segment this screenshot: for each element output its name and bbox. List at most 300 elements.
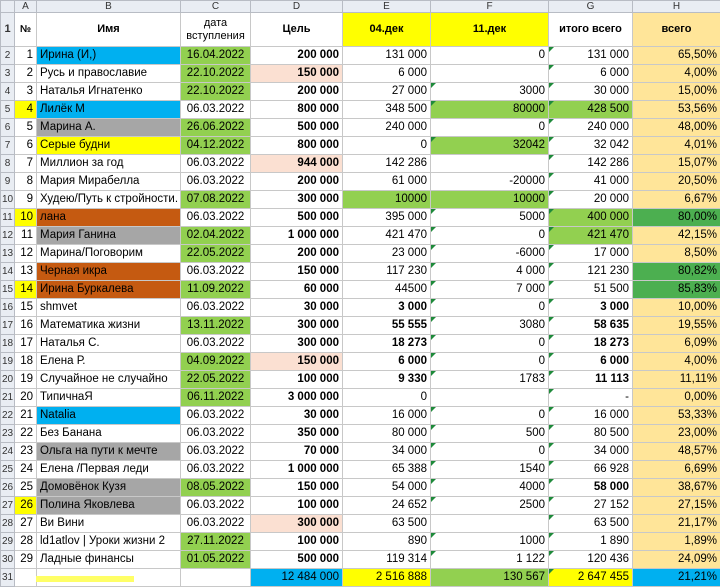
index-cell[interactable]: 26 [15,497,37,515]
table-row [1,551,720,569]
goal-cell[interactable]: 200 000 [251,245,343,263]
column-header-b[interactable]: B [37,1,181,13]
dec11-cell[interactable]: 1783 [431,371,549,389]
total-cell[interactable]: 121 230 [549,263,633,281]
row-number[interactable]: 4 [1,83,15,101]
goal-cell[interactable]: 800 000 [251,137,343,155]
date-cell[interactable]: 02.04.2022 [181,227,251,245]
dec11-cell[interactable]: 32042 [431,137,549,155]
dec11-cell[interactable]: 0 [431,299,549,317]
column-header-g[interactable]: G [549,1,633,13]
total-cell[interactable]: 142 286 [549,155,633,173]
header-join-date[interactable]: дата вступления [181,13,251,47]
dec4-cell[interactable]: 240 000 [343,119,431,137]
index-cell[interactable]: 2 [15,65,37,83]
table-row [1,173,720,191]
goal-cell[interactable]: 500 000 [251,209,343,227]
dec4-cell[interactable]: 117 230 [343,263,431,281]
row-number[interactable]: 23 [1,425,15,443]
goal-cell[interactable]: 150 000 [251,479,343,497]
row-number[interactable]: 8 [1,155,15,173]
row-number[interactable]: 14 [1,263,15,281]
row-number[interactable]: 31 [1,569,15,587]
row-number[interactable]: 12 [1,227,15,245]
index-cell[interactable]: 6 [15,137,37,155]
date-cell[interactable]: 01.05.2022 [181,551,251,569]
total-cell[interactable]: 11 113 [549,371,633,389]
dec4-cell[interactable]: 0 [343,389,431,407]
name-cell[interactable]: Елена /Первая леди [37,461,181,479]
goal-cell[interactable]: 30 000 [251,299,343,317]
dec4-cell[interactable]: 16 000 [343,407,431,425]
percent-cell[interactable]: 6,69% [633,461,720,479]
row-number[interactable]: 27 [1,497,15,515]
index-cell[interactable]: 17 [15,335,37,353]
row-number[interactable]: 30 [1,551,15,569]
dec4-cell[interactable]: 44500 [343,281,431,299]
index-cell[interactable]: 8 [15,173,37,191]
percent-cell[interactable]: 48,00% [633,119,720,137]
total-dec4[interactable]: 2 516 888 [343,569,431,587]
percent-cell[interactable]: 6,67% [633,191,720,209]
dec4-cell[interactable]: 6 000 [343,65,431,83]
dec4-cell[interactable]: 65 388 [343,461,431,479]
percent-cell[interactable]: 48,57% [633,443,720,461]
header-dec4[interactable]: 04.дек [343,13,431,47]
dec4-cell[interactable]: 395 000 [343,209,431,227]
index-cell[interactable]: 15 [15,299,37,317]
total-cell[interactable]: 20 000 [549,191,633,209]
dec4-cell[interactable]: 142 286 [343,155,431,173]
percent-cell[interactable]: 4,00% [633,353,720,371]
row-number[interactable]: 11 [1,209,15,227]
name-cell[interactable]: ТипичнаЯ [37,389,181,407]
row-number[interactable]: 2 [1,47,15,65]
dec4-cell[interactable]: 421 470 [343,227,431,245]
percent-cell[interactable]: 53,56% [633,101,720,119]
date-cell[interactable]: 06.03.2022 [181,407,251,425]
dec4-cell[interactable]: 3 000 [343,299,431,317]
goal-cell[interactable]: 800 000 [251,101,343,119]
dec4-cell[interactable]: 0 [343,137,431,155]
total-cell[interactable]: 18 273 [549,335,633,353]
name-cell[interactable]: shmvet [37,299,181,317]
dec11-cell[interactable]: 2500 [431,497,549,515]
percent-cell[interactable]: 4,00% [633,65,720,83]
dec11-cell[interactable]: 1000 [431,533,549,551]
date-cell[interactable]: 08.05.2022 [181,479,251,497]
row-number[interactable]: 13 [1,245,15,263]
percent-cell[interactable]: 42,15% [633,227,720,245]
dec4-cell[interactable]: 890 [343,533,431,551]
name-cell[interactable]: ld1atlov | Уроки жизни 2 [37,533,181,551]
goal-cell[interactable]: 500 000 [251,119,343,137]
total-cell[interactable]: 41 000 [549,173,633,191]
total-cell[interactable]: 51 500 [549,281,633,299]
name-cell[interactable]: Ви Вини [37,515,181,533]
name-cell[interactable]: Ладные финансы [37,551,181,569]
dec11-cell[interactable]: -6000 [431,245,549,263]
table-row [1,389,720,407]
table-row [1,65,720,83]
percent-cell[interactable]: 8,50% [633,245,720,263]
name-cell[interactable]: Математика жизни [37,317,181,335]
percent-cell[interactable]: 19,55% [633,317,720,335]
dec11-cell[interactable]: 4000 [431,479,549,497]
goal-cell[interactable]: 60 000 [251,281,343,299]
goal-cell[interactable]: 300 000 [251,515,343,533]
index-cell[interactable]: 24 [15,461,37,479]
date-cell[interactable]: 06.03.2022 [181,497,251,515]
dec4-cell[interactable]: 55 555 [343,317,431,335]
date-cell[interactable]: 06.03.2022 [181,209,251,227]
name-cell[interactable]: Ирина Буркалева [37,281,181,299]
row-number[interactable]: 25 [1,461,15,479]
goal-cell[interactable]: 500 000 [251,551,343,569]
total-cell[interactable]: 66 928 [549,461,633,479]
goal-cell[interactable]: 944 000 [251,155,343,173]
date-cell[interactable]: 04.12.2022 [181,137,251,155]
dec4-cell[interactable]: 9 330 [343,371,431,389]
dec4-cell[interactable]: 80 000 [343,425,431,443]
name-cell[interactable]: Полина Яковлева [37,497,181,515]
row-number[interactable]: 1 [1,13,15,47]
dec4-cell[interactable]: 34 000 [343,443,431,461]
date-cell[interactable]: 06.11.2022 [181,389,251,407]
total-cell[interactable]: 17 000 [549,245,633,263]
percent-cell[interactable]: 65,50% [633,47,720,65]
index-cell[interactable]: 7 [15,155,37,173]
goal-cell[interactable]: 200 000 [251,173,343,191]
dec4-cell[interactable]: 131 000 [343,47,431,65]
index-cell[interactable]: 19 [15,371,37,389]
column-header-c[interactable]: C [181,1,251,13]
dec11-cell[interactable]: 80000 [431,101,549,119]
total-cell[interactable]: 32 042 [549,137,633,155]
dec4-cell[interactable]: 61 000 [343,173,431,191]
name-cell[interactable]: Ирина (И,) [37,47,181,65]
index-cell[interactable]: 11 [15,227,37,245]
name-cell[interactable]: Без Банана [37,425,181,443]
total-cell[interactable]: 428 500 [549,101,633,119]
name-cell[interactable]: Домовёнок Кузя [37,479,181,497]
date-cell[interactable]: 27.11.2022 [181,533,251,551]
percent-cell[interactable]: 23,00% [633,425,720,443]
dec11-cell[interactable]: 3000 [431,83,549,101]
dec4-cell[interactable]: 54 000 [343,479,431,497]
total-cell[interactable]: 58 635 [549,317,633,335]
dec11-cell[interactable]: 0 [431,119,549,137]
row-number[interactable]: 3 [1,65,15,83]
dec11-cell[interactable]: 5000 [431,209,549,227]
header-number[interactable]: № [15,13,37,47]
date-cell[interactable]: 16.04.2022 [181,47,251,65]
goal-cell[interactable]: 200 000 [251,47,343,65]
dec4-cell[interactable]: 6 000 [343,353,431,371]
name-cell[interactable]: Худею/Путь к стройности. [37,191,181,209]
percent-cell[interactable]: 85,83% [633,281,720,299]
percent-cell[interactable]: 11,11% [633,371,720,389]
date-cell[interactable] [181,569,251,587]
goal-cell[interactable]: 100 000 [251,371,343,389]
index-cell[interactable]: 1 [15,47,37,65]
date-cell[interactable]: 06.03.2022 [181,425,251,443]
index-cell[interactable]: 4 [15,101,37,119]
row-number[interactable]: 18 [1,335,15,353]
name-cell[interactable]: Мария Ганина [37,227,181,245]
index-cell[interactable]: 14 [15,281,37,299]
dec11-cell[interactable]: 1540 [431,461,549,479]
total-cell[interactable]: 30 000 [549,83,633,101]
select-all-corner[interactable] [1,1,15,13]
date-cell[interactable]: 26.06.2022 [181,119,251,137]
index-cell[interactable]: 3 [15,83,37,101]
name-cell[interactable]: Марина А. [37,119,181,137]
index-cell[interactable]: 21 [15,407,37,425]
name-cell[interactable]: Natalia [37,407,181,425]
goal-cell[interactable]: 350 000 [251,425,343,443]
date-cell[interactable]: 22.05.2022 [181,371,251,389]
name-cell[interactable]: Черная икра [37,263,181,281]
header-dec11[interactable]: 11.дек [431,13,549,47]
dec11-cell[interactable]: 500 [431,425,549,443]
percent-cell[interactable]: 15,00% [633,83,720,101]
column-header-e[interactable]: E [343,1,431,13]
table-row [1,83,720,101]
date-cell[interactable]: 06.03.2022 [181,443,251,461]
total-cell[interactable]: 120 436 [549,551,633,569]
table-row [1,443,720,461]
dec11-cell[interactable]: 0 [431,47,549,65]
goal-cell[interactable]: 300 000 [251,317,343,335]
dec11-cell[interactable]: 3080 [431,317,549,335]
table-row [1,407,720,425]
date-cell[interactable]: 06.03.2022 [181,299,251,317]
percent-cell[interactable]: 21,17% [633,515,720,533]
dec11-cell[interactable]: 0 [431,353,549,371]
name-cell[interactable]: Серые будни [37,137,181,155]
index-cell[interactable]: 13 [15,263,37,281]
row-number[interactable]: 21 [1,389,15,407]
percent-cell[interactable]: 24,09% [633,551,720,569]
percent-cell[interactable]: 38,67% [633,479,720,497]
column-header-d[interactable]: D [251,1,343,13]
dec4-cell[interactable]: 10000 [343,191,431,209]
index-cell[interactable]: 25 [15,479,37,497]
table-row [1,47,720,65]
header-goal[interactable]: Цель [251,13,343,47]
date-cell[interactable]: 06.03.2022 [181,155,251,173]
row-number[interactable]: 7 [1,137,15,155]
percent-cell[interactable]: 6,09% [633,335,720,353]
total-cell[interactable]: 58 000 [549,479,633,497]
index-cell[interactable]: 27 [15,515,37,533]
total-goal[interactable]: 12 484 000 [251,569,343,587]
name-cell[interactable]: Марина/Поговорим [37,245,181,263]
percent-cell[interactable]: 27,15% [633,497,720,515]
goal-cell[interactable]: 3 000 000 [251,389,343,407]
row-number[interactable]: 26 [1,479,15,497]
total-cell[interactable]: 80 500 [549,425,633,443]
dec11-cell[interactable]: 1 122 [431,551,549,569]
date-cell[interactable]: 13.11.2022 [181,317,251,335]
total-cell[interactable]: - [549,389,633,407]
index-cell[interactable]: 18 [15,353,37,371]
index-cell[interactable]: 9 [15,191,37,209]
row-number[interactable]: 29 [1,533,15,551]
row-number[interactable]: 10 [1,191,15,209]
row-number[interactable]: 20 [1,371,15,389]
goal-cell[interactable]: 100 000 [251,497,343,515]
total-cell[interactable]: 240 000 [549,119,633,137]
row-number[interactable]: 6 [1,119,15,137]
row-number[interactable]: 16 [1,299,15,317]
total-cell[interactable]: 27 152 [549,497,633,515]
dec11-cell[interactable] [431,155,549,173]
dec11-cell[interactable]: -20000 [431,173,549,191]
table-row [1,191,720,209]
row-number[interactable]: 28 [1,515,15,533]
goal-cell[interactable]: 1 000 000 [251,461,343,479]
goal-cell[interactable]: 200 000 [251,83,343,101]
dec4-cell[interactable]: 119 314 [343,551,431,569]
table-header-row [1,13,720,47]
goal-cell[interactable]: 1 000 000 [251,227,343,245]
index-cell[interactable]: 28 [15,533,37,551]
name-cell[interactable]: лана [37,209,181,227]
date-cell[interactable]: 06.03.2022 [181,263,251,281]
index-cell[interactable]: 12 [15,245,37,263]
row-number[interactable]: 22 [1,407,15,425]
row-number[interactable]: 24 [1,443,15,461]
index-cell[interactable] [15,569,37,587]
goal-cell[interactable]: 100 000 [251,533,343,551]
index-cell[interactable]: 22 [15,425,37,443]
total-cell[interactable]: 6 000 [549,353,633,371]
name-cell[interactable]: Наталья С. [37,335,181,353]
total-cell[interactable]: 3 000 [549,299,633,317]
total-cell[interactable]: 400 000 [549,209,633,227]
goal-cell[interactable]: 300 000 [251,191,343,209]
column-header-h[interactable]: H [633,1,720,13]
percent-cell[interactable]: 15,07% [633,155,720,173]
goal-cell[interactable]: 150 000 [251,65,343,83]
total-dec11[interactable]: 130 567 [431,569,549,587]
dec11-cell[interactable]: 0 [431,227,549,245]
name-cell[interactable]: Случайное не случайно [37,371,181,389]
header-name[interactable]: Имя [37,13,181,47]
goal-cell[interactable]: 70 000 [251,443,343,461]
dec4-cell[interactable]: 23 000 [343,245,431,263]
total-cell[interactable]: 16 000 [549,407,633,425]
header-percent[interactable]: всего [633,13,720,47]
header-total[interactable]: итого всего [549,13,633,47]
dec11-cell[interactable]: 10000 [431,191,549,209]
date-cell[interactable]: 06.03.2022 [181,461,251,479]
name-cell[interactable]: Наталья Игнатенко [37,83,181,101]
goal-cell[interactable]: 150 000 [251,353,343,371]
column-header-a[interactable]: A [15,1,37,13]
dec11-cell[interactable]: 0 [431,443,549,461]
percent-cell[interactable]: 1,89% [633,533,720,551]
total-cell[interactable]: 131 000 [549,47,633,65]
row-number[interactable]: 15 [1,281,15,299]
name-cell[interactable]: Ольга на пути к мечте [37,443,181,461]
dec4-cell[interactable]: 27 000 [343,83,431,101]
index-cell[interactable]: 5 [15,119,37,137]
dec4-cell[interactable]: 348 500 [343,101,431,119]
table-row [1,245,720,263]
dec11-cell[interactable]: 0 [431,335,549,353]
dec4-cell[interactable]: 24 652 [343,497,431,515]
percent-cell[interactable]: 80,00% [633,209,720,227]
total-cell[interactable]: 6 000 [549,65,633,83]
date-cell[interactable]: 06.03.2022 [181,101,251,119]
index-cell[interactable]: 23 [15,443,37,461]
goal-cell[interactable]: 300 000 [251,335,343,353]
grand-total[interactable]: 2 647 455 [549,569,633,587]
dec4-cell[interactable]: 18 273 [343,335,431,353]
dec11-cell[interactable] [431,65,549,83]
percent-cell[interactable]: 10,00% [633,299,720,317]
name-cell[interactable]: Елена Р. [37,353,181,371]
index-cell[interactable]: 16 [15,317,37,335]
date-cell[interactable]: 06.03.2022 [181,335,251,353]
percent-cell[interactable]: 20,50% [633,173,720,191]
name-cell[interactable]: Лилёк М [37,101,181,119]
total-cell[interactable]: 63 500 [549,515,633,533]
percent-cell[interactable]: 80,82% [633,263,720,281]
row-number[interactable]: 19 [1,353,15,371]
date-cell[interactable]: 07.08.2022 [181,191,251,209]
date-cell[interactable]: 06.03.2022 [181,515,251,533]
date-cell[interactable]: 06.03.2022 [181,173,251,191]
date-cell[interactable]: 22.10.2022 [181,65,251,83]
date-cell[interactable]: 11.09.2022 [181,281,251,299]
goal-cell[interactable]: 30 000 [251,407,343,425]
total-cell[interactable]: 421 470 [549,227,633,245]
index-cell[interactable]: 29 [15,551,37,569]
column-header-f[interactable]: F [431,1,549,13]
name-cell[interactable]: Мария Мирабелла [37,173,181,191]
name-cell[interactable]: Русь и православие [37,65,181,83]
date-cell[interactable]: 22.10.2022 [181,83,251,101]
total-cell[interactable]: 34 000 [549,443,633,461]
table-row [1,533,720,551]
row-number[interactable]: 9 [1,173,15,191]
dec11-cell[interactable]: 7 000 [431,281,549,299]
table-row [1,461,720,479]
index-cell[interactable]: 20 [15,389,37,407]
goal-cell[interactable]: 150 000 [251,263,343,281]
total-percent[interactable]: 21,21% [633,569,720,587]
row-number[interactable]: 5 [1,101,15,119]
dec4-cell[interactable]: 63 500 [343,515,431,533]
percent-cell[interactable]: 4,01% [633,137,720,155]
row-number[interactable]: 17 [1,317,15,335]
date-cell[interactable]: 04.09.2022 [181,353,251,371]
total-cell[interactable]: 1 890 [549,533,633,551]
dec11-cell[interactable]: 4 000 [431,263,549,281]
name-cell[interactable]: Миллион за год [37,155,181,173]
date-cell[interactable]: 22.05.2022 [181,245,251,263]
index-cell[interactable]: 10 [15,209,37,227]
dec11-cell[interactable] [431,515,549,533]
dec11-cell[interactable]: 0 [431,407,549,425]
percent-cell[interactable]: 53,33% [633,407,720,425]
dec11-cell[interactable] [431,389,549,407]
percent-cell[interactable]: 0,00% [633,389,720,407]
